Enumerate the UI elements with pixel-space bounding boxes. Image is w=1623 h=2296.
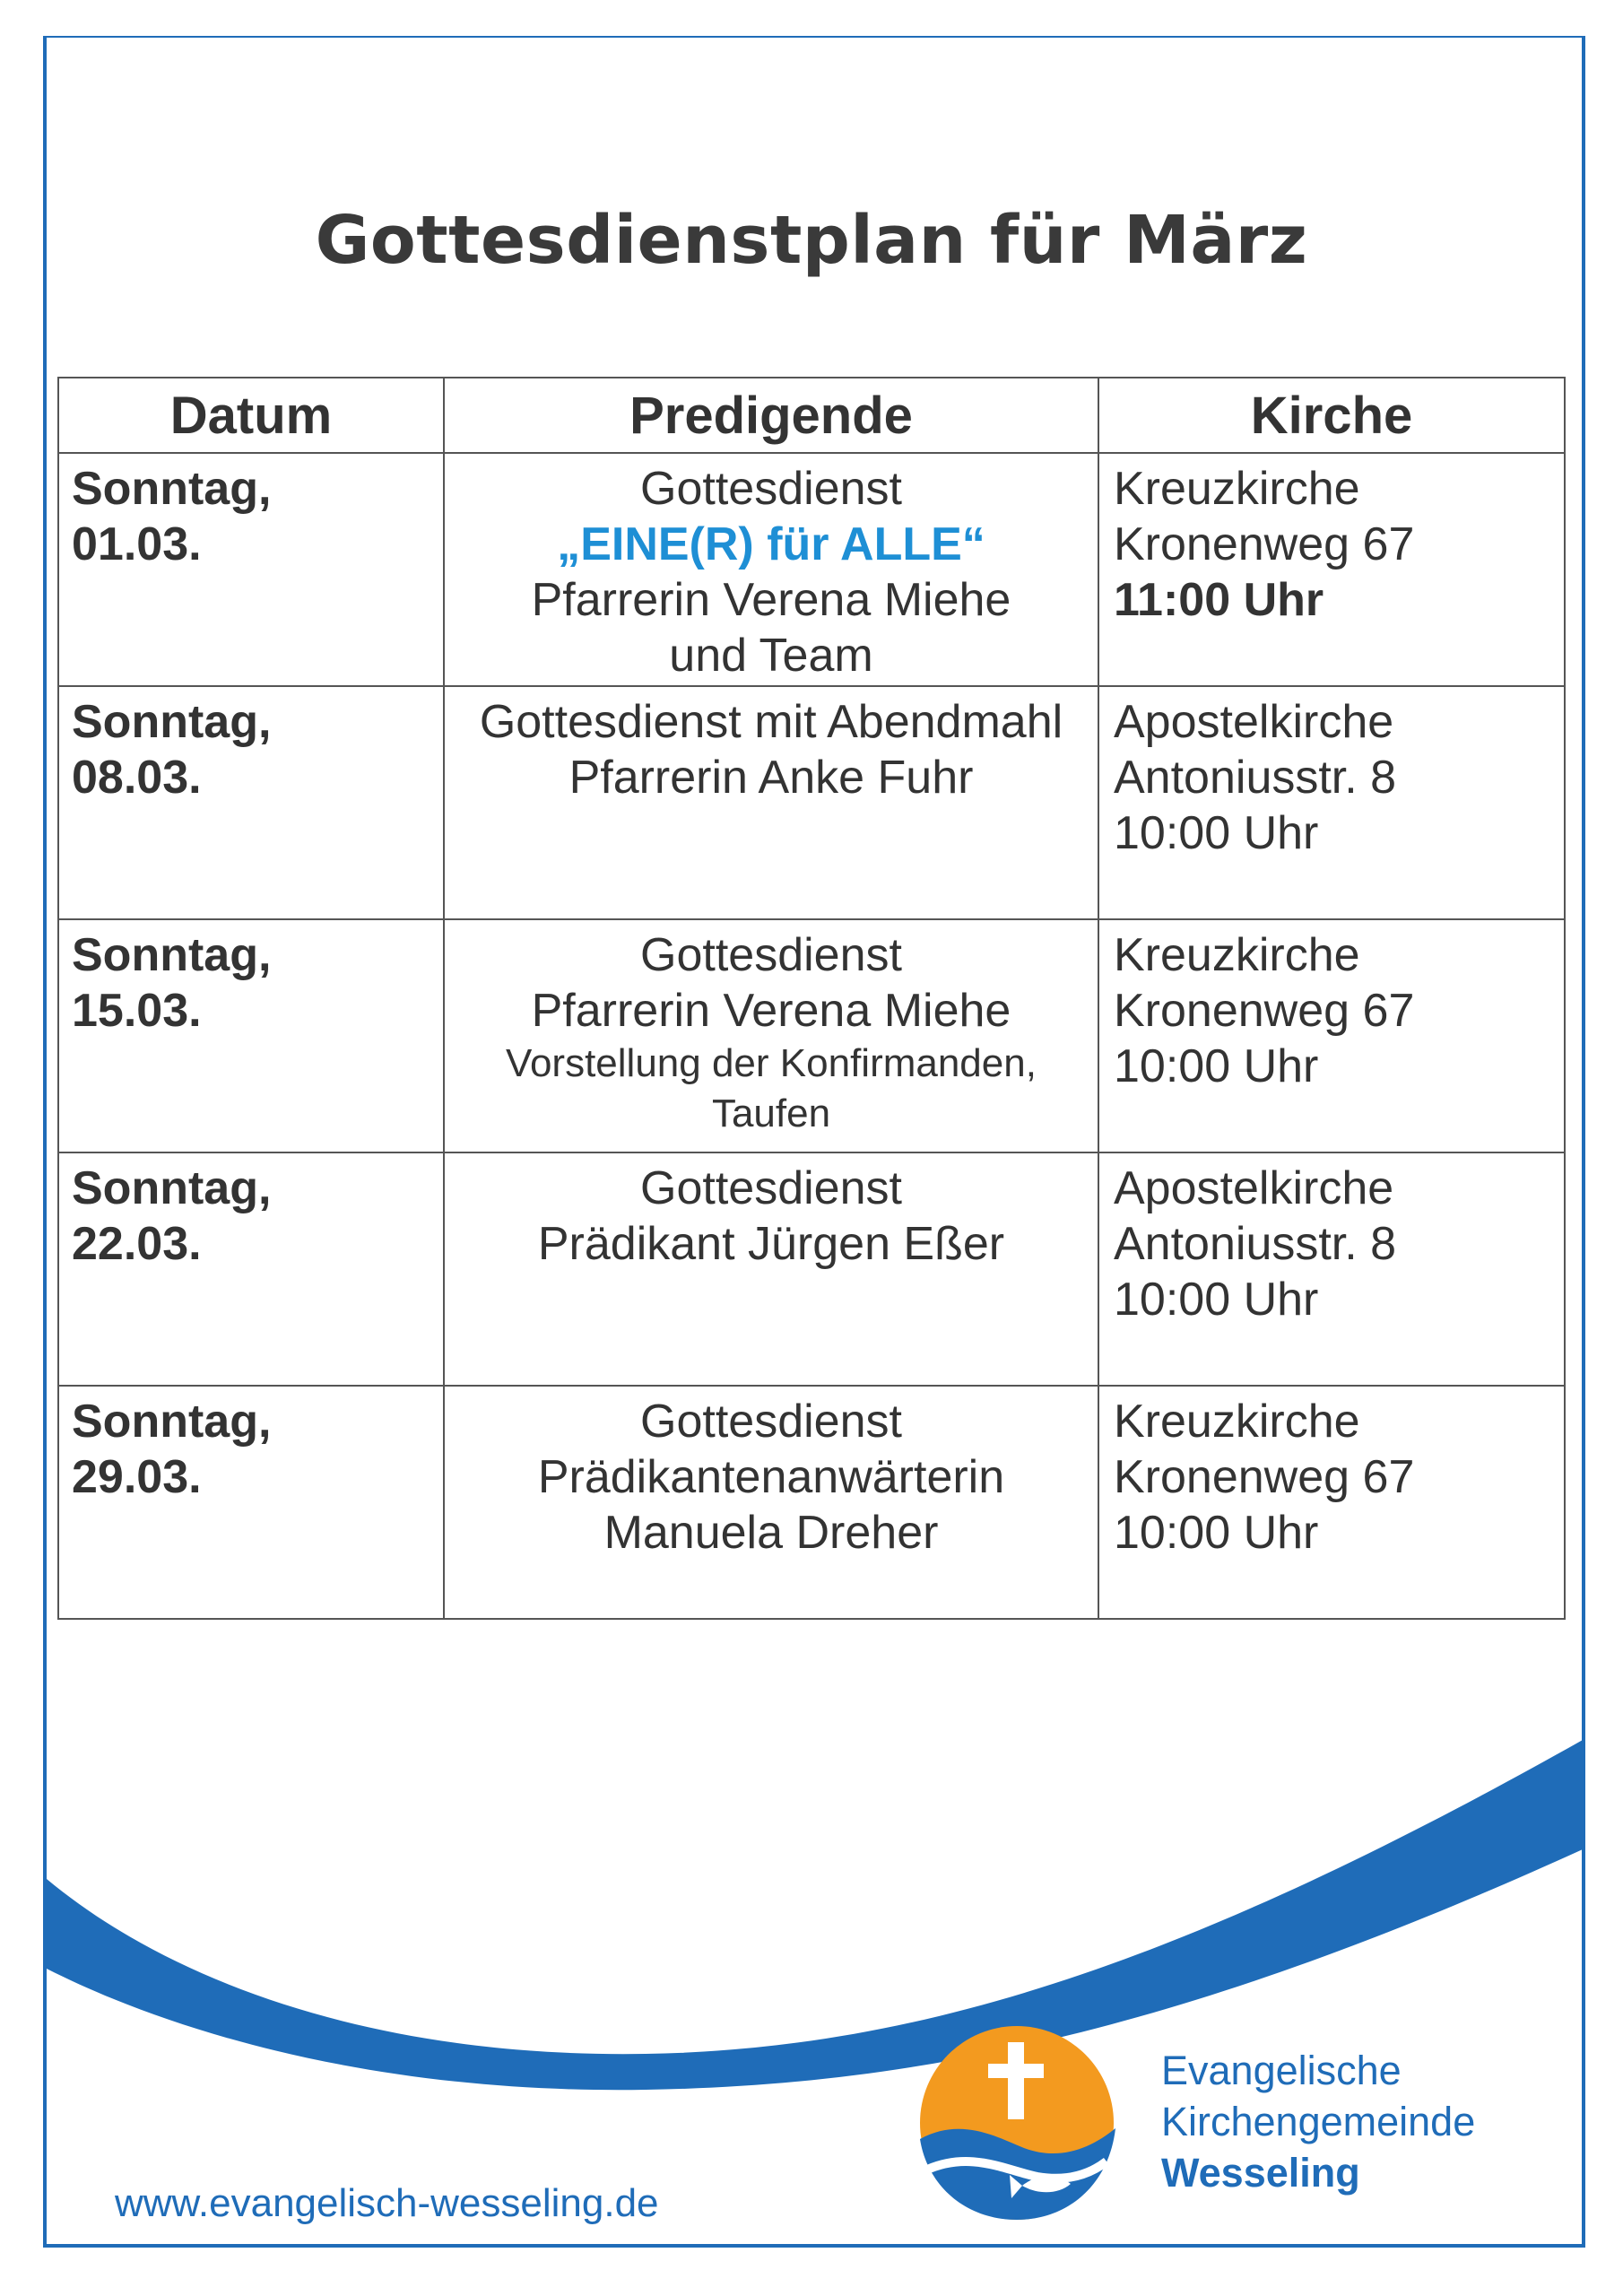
preacher-line: Pfarrerin Verena Miehe — [531, 985, 1011, 1037]
church-line: Kreuzkirche — [1114, 1396, 1360, 1448]
preacher-line: Vorstellung der Konfirmanden, — [506, 1041, 1037, 1085]
org-line-1: Evangelische — [1161, 2048, 1402, 2093]
preacher-line: „EINE(R) für ALLE“ — [557, 518, 985, 570]
date-line: Sonntag, — [72, 1396, 272, 1448]
church-logo — [907, 2022, 1141, 2229]
church-line: Kronenweg 67 — [1114, 518, 1415, 570]
organization-name — [1161, 2045, 1475, 2198]
header-church: Kirche — [1098, 378, 1565, 453]
preacher-line: Gottesdienst — [640, 463, 902, 515]
preacher-line: Gottesdienst mit Abendmahl — [479, 696, 1063, 748]
church-line: Apostelkirche — [1114, 696, 1394, 748]
preacher-line: Gottesdienst — [640, 929, 902, 981]
preacher-line: Pfarrerin Verena Miehe — [531, 574, 1011, 626]
page-title: Gottesdienstplan für März — [315, 202, 1308, 279]
preacher-line: Prädikantenanwärterin — [537, 1451, 1005, 1503]
church-line: Kreuzkirche — [1114, 929, 1360, 981]
date-line: 01.03. — [72, 518, 202, 570]
date-line: 08.03. — [72, 752, 202, 804]
preacher-line: Taufen — [711, 1091, 831, 1135]
church-line: 10:00 Uhr — [1114, 1274, 1319, 1326]
website-link[interactable]: www.evangelisch-wesseling.de — [115, 2181, 659, 2225]
church-line: Antoniusstr. 8 — [1114, 1218, 1397, 1270]
org-line-2: Kirchengemeinde — [1161, 2099, 1476, 2144]
date-line: Sonntag, — [72, 463, 272, 515]
date-line: Sonntag, — [72, 929, 272, 981]
header-date: Datum — [58, 378, 444, 453]
preacher-line: und Team — [669, 630, 873, 682]
church-line: Antoniusstr. 8 — [1114, 752, 1397, 804]
preacher-line: Manuela Dreher — [603, 1507, 939, 1559]
preacher-line: Gottesdienst — [640, 1396, 902, 1448]
date-line: 22.03. — [72, 1218, 202, 1270]
preacher-line: Prädikant Jürgen Eßer — [537, 1218, 1005, 1270]
church-line: 10:00 Uhr — [1114, 1040, 1319, 1092]
church-line: Kronenweg 67 — [1114, 1451, 1415, 1503]
church-line: Apostelkirche — [1114, 1162, 1394, 1214]
church-line: 10:00 Uhr — [1114, 807, 1319, 859]
date-line: 29.03. — [72, 1451, 202, 1503]
church-line: 10:00 Uhr — [1114, 1507, 1319, 1559]
church-line: 11:00 Uhr — [1114, 574, 1324, 626]
preacher-line: Gottesdienst — [640, 1162, 902, 1214]
header-preacher: Predigende — [444, 378, 1098, 453]
church-line: Kreuzkirche — [1114, 463, 1360, 515]
preacher-line: Pfarrerin Anke Fuhr — [568, 752, 974, 804]
date-line: Sonntag, — [72, 1162, 272, 1214]
org-line-3: Wesseling — [1161, 2150, 1360, 2196]
date-line: 15.03. — [72, 985, 202, 1037]
church-line: Kronenweg 67 — [1114, 985, 1415, 1037]
date-line: Sonntag, — [72, 696, 272, 748]
